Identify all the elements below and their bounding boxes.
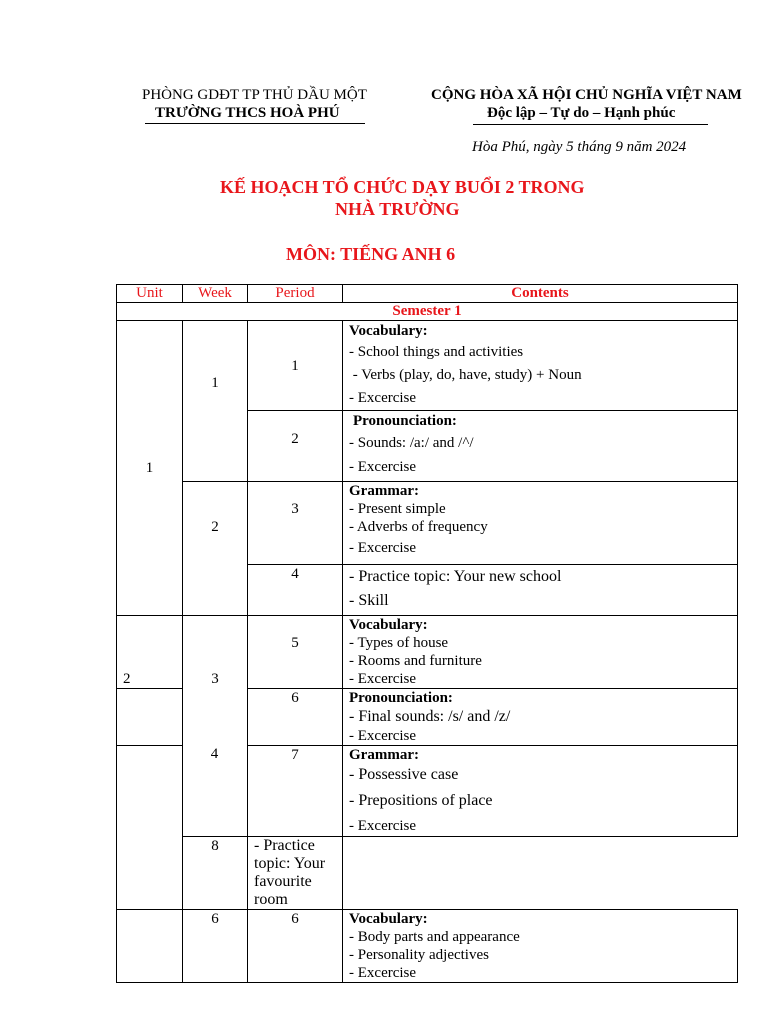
content-item: - Prepositions of place: [349, 792, 493, 809]
week-cell: 3: [183, 616, 248, 837]
period-cell: 3: [248, 482, 343, 565]
content-label: Vocabulary:: [349, 617, 428, 633]
plan-title-line2: NHÀ TRƯỜNG: [335, 199, 460, 219]
school-name-underline: [145, 123, 365, 124]
period-cell: 7: [248, 746, 343, 837]
period-cell: 6: [248, 689, 343, 746]
date-line: Hòa Phú, ngày 5 tháng 9 năm 2024: [472, 139, 687, 155]
content-item: - Excercise: [349, 459, 417, 475]
content-item: - Possessive case: [349, 766, 459, 783]
header-unit: Unit: [117, 285, 183, 303]
semester-row: [117, 303, 738, 321]
week-label-4: 4: [210, 746, 219, 762]
schedule-table: [116, 284, 738, 983]
content-label: Vocabulary:: [349, 911, 428, 927]
plan-title-line1: KẾ HOẠCH TỔ CHỨC DẠY BUỔI 2 TRONG: [220, 177, 585, 197]
subject-title: MÔN: TIẾNG ANH 6: [286, 244, 456, 264]
content-item: - Body parts and appearance: [349, 929, 520, 945]
content-label: Grammar:: [349, 483, 419, 499]
period-cell: 4: [248, 565, 343, 616]
content-item: - Practice topic: Your favourite room: [254, 837, 326, 908]
content-item: - Excercise: [349, 965, 417, 981]
unit-cell-empty: [117, 910, 183, 983]
table-row: [117, 910, 738, 983]
period-cell: 6: [248, 910, 343, 983]
content-item: - Excercise: [349, 390, 417, 406]
national-motto: Độc lập – Tự do – Hạnh phúc: [487, 105, 676, 121]
content-item: - Excercise: [349, 818, 417, 834]
content-item: - Excercise: [349, 671, 417, 687]
contents-cell: [343, 482, 738, 565]
contents-cell: [343, 321, 738, 411]
motto-underline: [473, 124, 708, 125]
content-label: Vocabulary:: [349, 323, 428, 339]
contents-cell: [343, 616, 738, 689]
contents-cell: [343, 746, 738, 837]
table-row: [117, 321, 738, 411]
unit-cell: 2: [117, 616, 183, 689]
period-cell: 5: [248, 616, 343, 689]
table-row: [117, 482, 738, 565]
header-contents: Contents: [343, 285, 738, 303]
content-item: - Personality adjectives: [349, 947, 489, 963]
content-item: - Final sounds: /s/ and /z/: [349, 708, 511, 725]
content-item: - Verbs (play, do, have, study) + Noun: [349, 367, 582, 383]
contents-cell: [343, 565, 738, 616]
period-cell: 8: [183, 837, 248, 910]
content-item: - Excercise: [349, 540, 417, 556]
week-cell: 6: [183, 910, 248, 983]
week-cell: 1: [183, 321, 248, 482]
header-week: Week: [183, 285, 248, 303]
table-row: [117, 837, 738, 910]
contents-cell: [343, 689, 738, 746]
content-item: - Types of house: [349, 635, 449, 651]
unit-cell: 1: [117, 321, 183, 616]
content-item: - Excercise: [349, 728, 417, 744]
department-name: PHÒNG GDĐT TP THỦ DẦU MỘT: [142, 87, 367, 103]
contents-cell: [343, 910, 738, 983]
semester-label: Semester 1: [117, 303, 738, 321]
content-item: - Rooms and furniture: [349, 653, 482, 669]
content-label: Grammar:: [349, 747, 419, 763]
school-name: TRƯỜNG THCS HOÀ PHÚ: [155, 105, 340, 121]
content-item: - Skill: [349, 592, 389, 609]
table-header-row: [117, 285, 738, 303]
content-item: - Sounds: /a:/ and /^/: [349, 435, 474, 451]
content-item: - School things and activities: [349, 344, 524, 360]
period-cell: 2: [248, 411, 343, 482]
content-label: Pronounciation:: [349, 690, 453, 706]
period-cell: 1: [248, 321, 343, 411]
week-cell: 2: [183, 482, 248, 616]
content-item: - Present simple: [349, 501, 446, 517]
contents-cell: [343, 411, 738, 482]
contents-cell: [248, 837, 343, 910]
table-row: [117, 616, 738, 689]
content-item: - Adverbs of frequency: [349, 519, 488, 535]
national-title: CỘNG HÒA XÃ HỘI CHỦ NGHĨA VIỆT NAM: [431, 87, 742, 103]
header-period: Period: [248, 285, 343, 303]
unit-cell-empty: [117, 689, 183, 746]
unit-cell-empty: [117, 746, 183, 910]
content-label: Pronounciation:: [353, 413, 457, 429]
content-item: - Practice topic: Your new school: [349, 568, 562, 585]
